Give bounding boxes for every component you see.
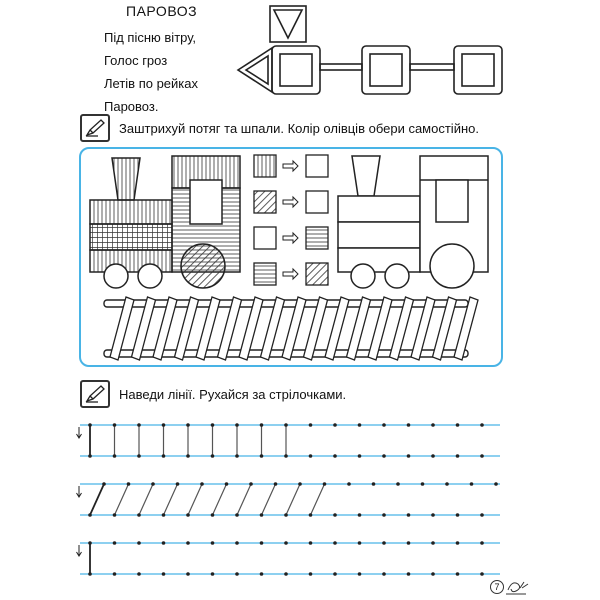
page-number: 7 (490, 580, 504, 594)
task1-instruction: Заштрихуй потяг та шпали. Колір олівців обери самостійно. (119, 120, 479, 136)
snail-icon (506, 582, 528, 594)
poem-line: Голос гроз (104, 53, 168, 68)
poem-line: Під пісню вітру, (104, 30, 197, 45)
poem-line: Паровоз. (104, 99, 159, 114)
task2-instruction: Наведи лінії. Рухайся за стрілочками. (119, 386, 347, 402)
page-title: ПАРОВОЗ (126, 3, 198, 19)
poem-line: Летів по рейках (104, 76, 198, 91)
